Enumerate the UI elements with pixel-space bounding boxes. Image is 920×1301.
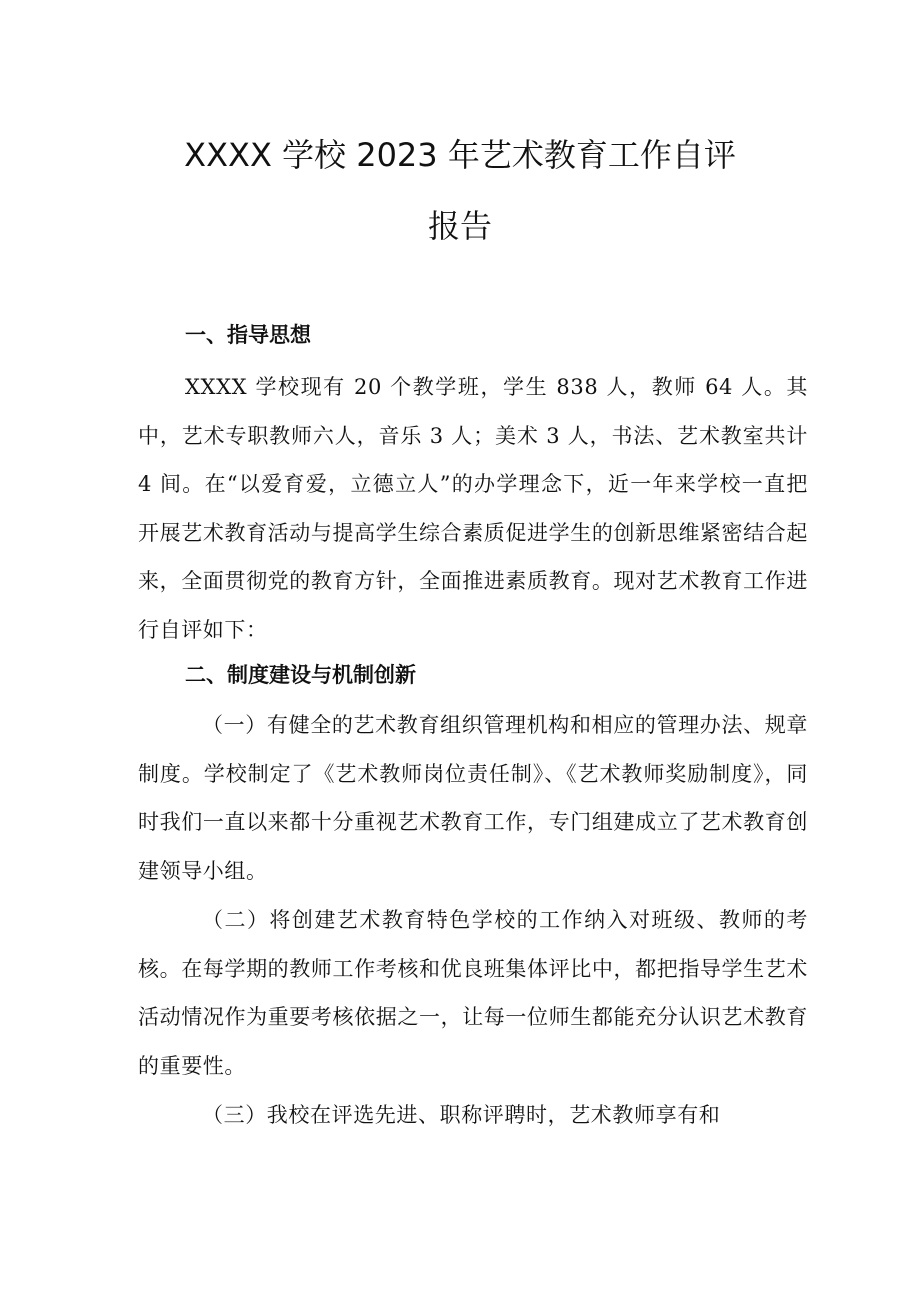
paragraph-school-overview: XXXX 学校现有 20 个教学班，学生 838 人，教师 64 人。其中，艺术专职教师六人，音乐 3 人；美术 3 人，书法、艺术教室共计 4 间。在“以爱育爱，立德立人”的办学理念下，近一年来学校一直把开展艺术教育活动与提高学生综合素质促进学生的创新思维紧密结合起来，全面贯彻党的教育方针，全面推进素质教育。现对艺术教育工作进行自评如下： — [138, 375, 808, 642]
paragraph-item-3: （三）我校在评选先进、职称评聘时，艺术教师享有和 — [202, 1103, 721, 1127]
section-heading-guiding-ideology: 一、指导思想 — [185, 323, 311, 347]
section-heading-system-building: 二、制度建设与机制创新 — [185, 663, 416, 687]
document-title-line-2: 报告 — [427, 207, 492, 245]
paragraph-item-2: （二）将创建艺术教育特色学校的工作纳入对班级、教师的考核。在每学期的教师工作考核和优良班集体评比中，都把指导学生艺术活动情况作为重要考核依据之一，让每一位师生都能充分认识艺术教育的重要性。 — [138, 908, 808, 1078]
document-title-line-1: XXXX 学校 2023 年艺术教育工作自评 — [184, 136, 736, 174]
paragraph-item-1: （一）有健全的艺术教育组织管理机构和相应的管理办法、规章制度。学校制定了《艺术教师岗位责任制》、《艺术教师奖励制度》，同时我们一直以来都十分重视艺术教育工作，专门组建成立了艺术教育创建领导小组。 — [138, 713, 808, 883]
